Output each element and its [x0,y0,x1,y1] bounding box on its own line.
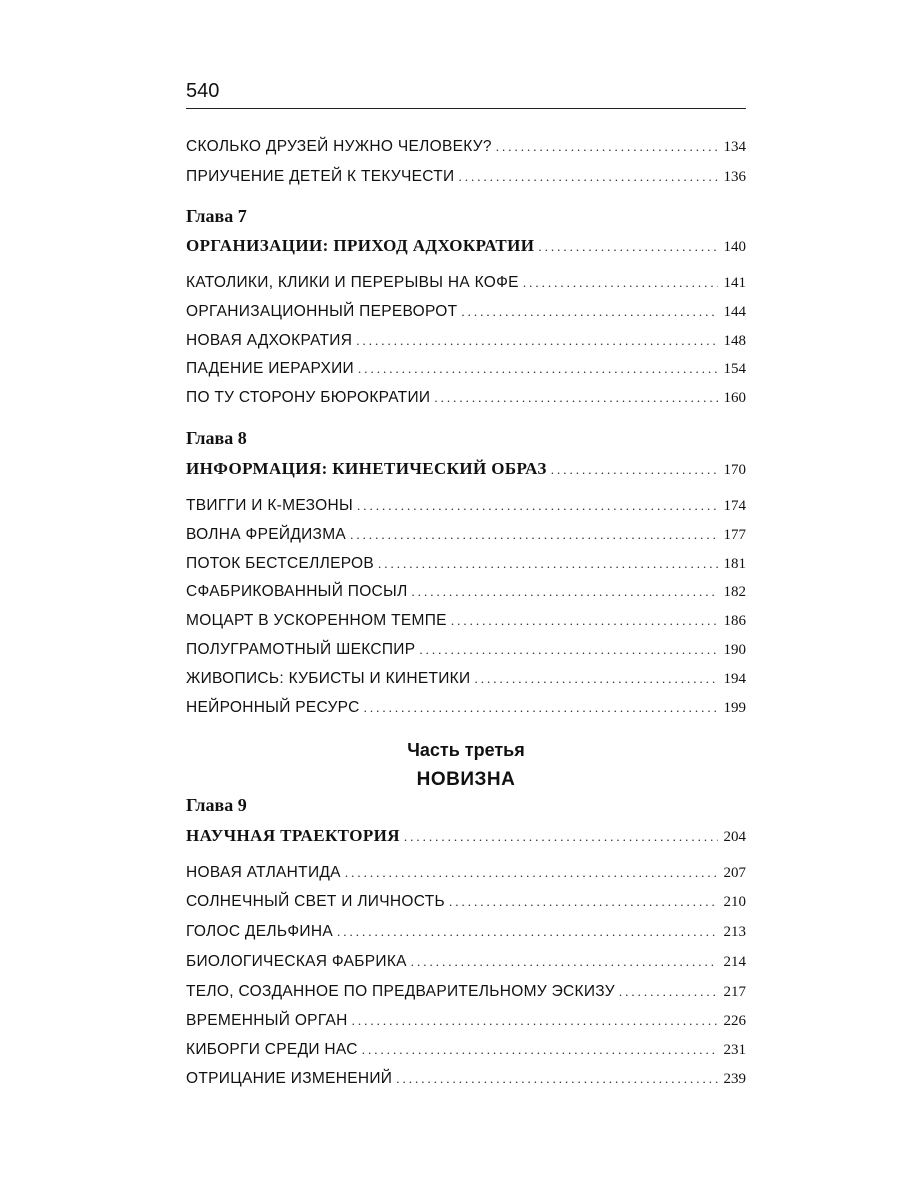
toc-entry-page: 141 [723,275,746,291]
toc-entry[interactable] [186,612,746,634]
leader-dots [337,924,718,940]
leader-dots [461,304,717,320]
toc-entry[interactable] [186,641,746,663]
toc-entry-page: 231 [723,1042,746,1058]
toc-entry-page: 207 [723,865,746,881]
toc-entry-title: ВРЕМЕННЫЙ ОРГАН [186,1012,348,1029]
toc-entry-title: СФАБРИКОВАННЫЙ ПОСЫЛ [186,583,408,600]
toc-entry-page: 214 [723,954,746,970]
toc-entry-page: 181 [723,556,746,572]
chapter-title-entry[interactable] [186,236,746,258]
toc-entry-title: ПОЛУГРАМОТНЫЙ ШЕКСПИР [186,641,416,658]
toc-entry-title: ПО ТУ СТОРОНУ БЮРОКРАТИИ [186,389,431,406]
toc-entry[interactable] [186,389,746,411]
toc-entry-page: 226 [723,1013,746,1029]
toc-entry[interactable] [186,303,746,325]
chapter-label: Глава 8 [186,428,247,448]
toc-entry[interactable] [186,138,746,160]
toc-entry[interactable] [186,670,746,692]
toc-entry[interactable] [186,893,746,915]
leader-dots [451,613,718,629]
leader-dots [538,239,717,255]
toc-entry-title: СКОЛЬКО ДРУЗЕЙ НУЖНО ЧЕЛОВЕКУ? [186,138,492,155]
toc-entry[interactable] [186,360,746,382]
chapter-title: ОРГАНИЗАЦИИ: ПРИХОД АДХОКРАТИИ [186,236,535,255]
leader-dots [364,700,718,716]
leader-dots [358,361,718,377]
toc-entry-title: ТВИГГИ И К-МЕЗОНЫ [186,497,353,514]
part-title: НОВИЗНА [416,769,516,790]
toc-entry-title: БИОЛОГИЧЕСКАЯ ФАБРИКА [186,953,407,970]
toc-entry[interactable] [186,1041,746,1063]
chapter-title: НАУЧНАЯ ТРАЕКТОРИЯ [186,826,400,845]
toc-entry[interactable] [186,699,746,721]
chapter-label: Глава 9 [186,795,247,815]
page-number: 540 [186,80,220,102]
toc-entry-page: 160 [723,390,746,406]
leader-dots [396,1071,717,1087]
leader-dots [619,984,718,1000]
toc-entry-page: 213 [723,924,746,940]
leader-dots [352,1013,718,1029]
toc-entry-page: 217 [723,984,746,1000]
toc-entry[interactable] [186,274,746,296]
chapter-page: 140 [723,239,746,255]
toc-entry-title: ВОЛНА ФРЕЙДИЗМА [186,526,347,543]
toc-entry[interactable] [186,953,746,975]
chapter-title-entry[interactable] [186,459,746,481]
toc-entry-title: ОТРИЦАНИЕ ИЗМЕНЕНИЙ [186,1070,393,1087]
leader-dots [419,642,717,658]
toc-entry-page: 239 [723,1071,746,1087]
leader-dots [362,1042,718,1058]
toc-entry[interactable] [186,923,746,945]
leader-dots [356,333,717,349]
toc-entry[interactable] [186,332,746,354]
toc-entry-page: 154 [723,361,746,377]
toc-entry-title: КАТОЛИКИ, КЛИКИ И ПЕРЕРЫВЫ НА КОФЕ [186,274,519,291]
toc-entry-page: 136 [723,169,746,185]
toc-entry-title: ОРГАНИЗАЦИОННЫЙ ПЕРЕВОРОТ [186,303,458,320]
leader-dots [411,954,718,970]
toc-entry-page: 194 [723,671,746,687]
toc-entry-title: НОВАЯ АТЛАНТИДА [186,864,341,881]
toc-entry-title: ГОЛОС ДЕЛЬФИНА [186,923,333,940]
toc-entry[interactable] [186,583,746,605]
toc-entry-title: КИБОРГИ СРЕДИ НАС [186,1041,358,1058]
leader-dots [404,829,718,845]
header-rule [186,108,746,109]
leader-dots [350,527,717,543]
leader-dots [551,462,718,478]
chapter-page: 204 [723,829,746,845]
toc-entry[interactable] [186,983,746,1005]
leader-dots [357,498,718,514]
toc-entry[interactable] [186,526,746,548]
toc-entry-title: СОЛНЕЧНЫЙ СВЕТ И ЛИЧНОСТЬ [186,893,445,910]
toc-entry-title: ЖИВОПИСЬ: КУБИСТЫ И КИНЕТИКИ [186,670,471,687]
toc-entry-title: МОЦАРТ В УСКОРЕННОМ ТЕМПЕ [186,612,447,629]
leader-dots [345,865,718,881]
chapter-page: 170 [723,462,746,478]
toc-entry[interactable] [186,864,746,886]
toc-entry-title: НОВАЯ АДХОКРАТИЯ [186,332,353,349]
toc-entry-page: 177 [723,527,746,543]
toc-entry-page: 148 [723,333,746,349]
part-label: Часть третья [407,740,525,760]
leader-dots [412,584,718,600]
toc-entry-title: ПАДЕНИЕ ИЕРАРХИИ [186,360,354,377]
toc-entry[interactable] [186,168,746,190]
toc-entry-title: ПРИУЧЕНИЕ ДЕТЕЙ К ТЕКУЧЕСТИ [186,168,455,185]
toc-entry-title: НЕЙРОННЫЙ РЕСУРС [186,699,360,716]
toc-entry[interactable] [186,555,746,577]
chapter-title: ИНФОРМАЦИЯ: КИНЕТИЧЕСКИЙ ОБРАЗ [186,459,547,478]
toc-entry-page: 190 [723,642,746,658]
toc-entry-page: 174 [723,498,746,514]
toc-entry-title: ПОТОК БЕСТСЕЛЛЕРОВ [186,555,375,572]
chapter-title-entry[interactable] [186,826,746,848]
chapter-label: Глава 7 [186,206,247,226]
leader-dots [378,556,717,572]
toc-entry-page: 210 [723,894,746,910]
toc-entry[interactable] [186,1012,746,1034]
leader-dots [434,390,717,406]
leader-dots [474,671,717,687]
toc-entry-page: 182 [723,584,746,600]
toc-entry[interactable] [186,1070,746,1092]
toc-entry-page: 134 [723,139,746,155]
toc-entry-page: 199 [723,700,746,716]
leader-dots [496,139,718,155]
toc-entry-title: ТЕЛО, СОЗДАННОЕ ПО ПРЕДВАРИТЕЛЬНОМУ ЭСКИЗУ [186,983,615,1000]
toc-entry[interactable] [186,497,746,519]
leader-dots [458,169,717,185]
leader-dots [523,275,718,291]
toc-entry-page: 144 [723,304,746,320]
toc-entry-page: 186 [723,613,746,629]
leader-dots [449,894,718,910]
